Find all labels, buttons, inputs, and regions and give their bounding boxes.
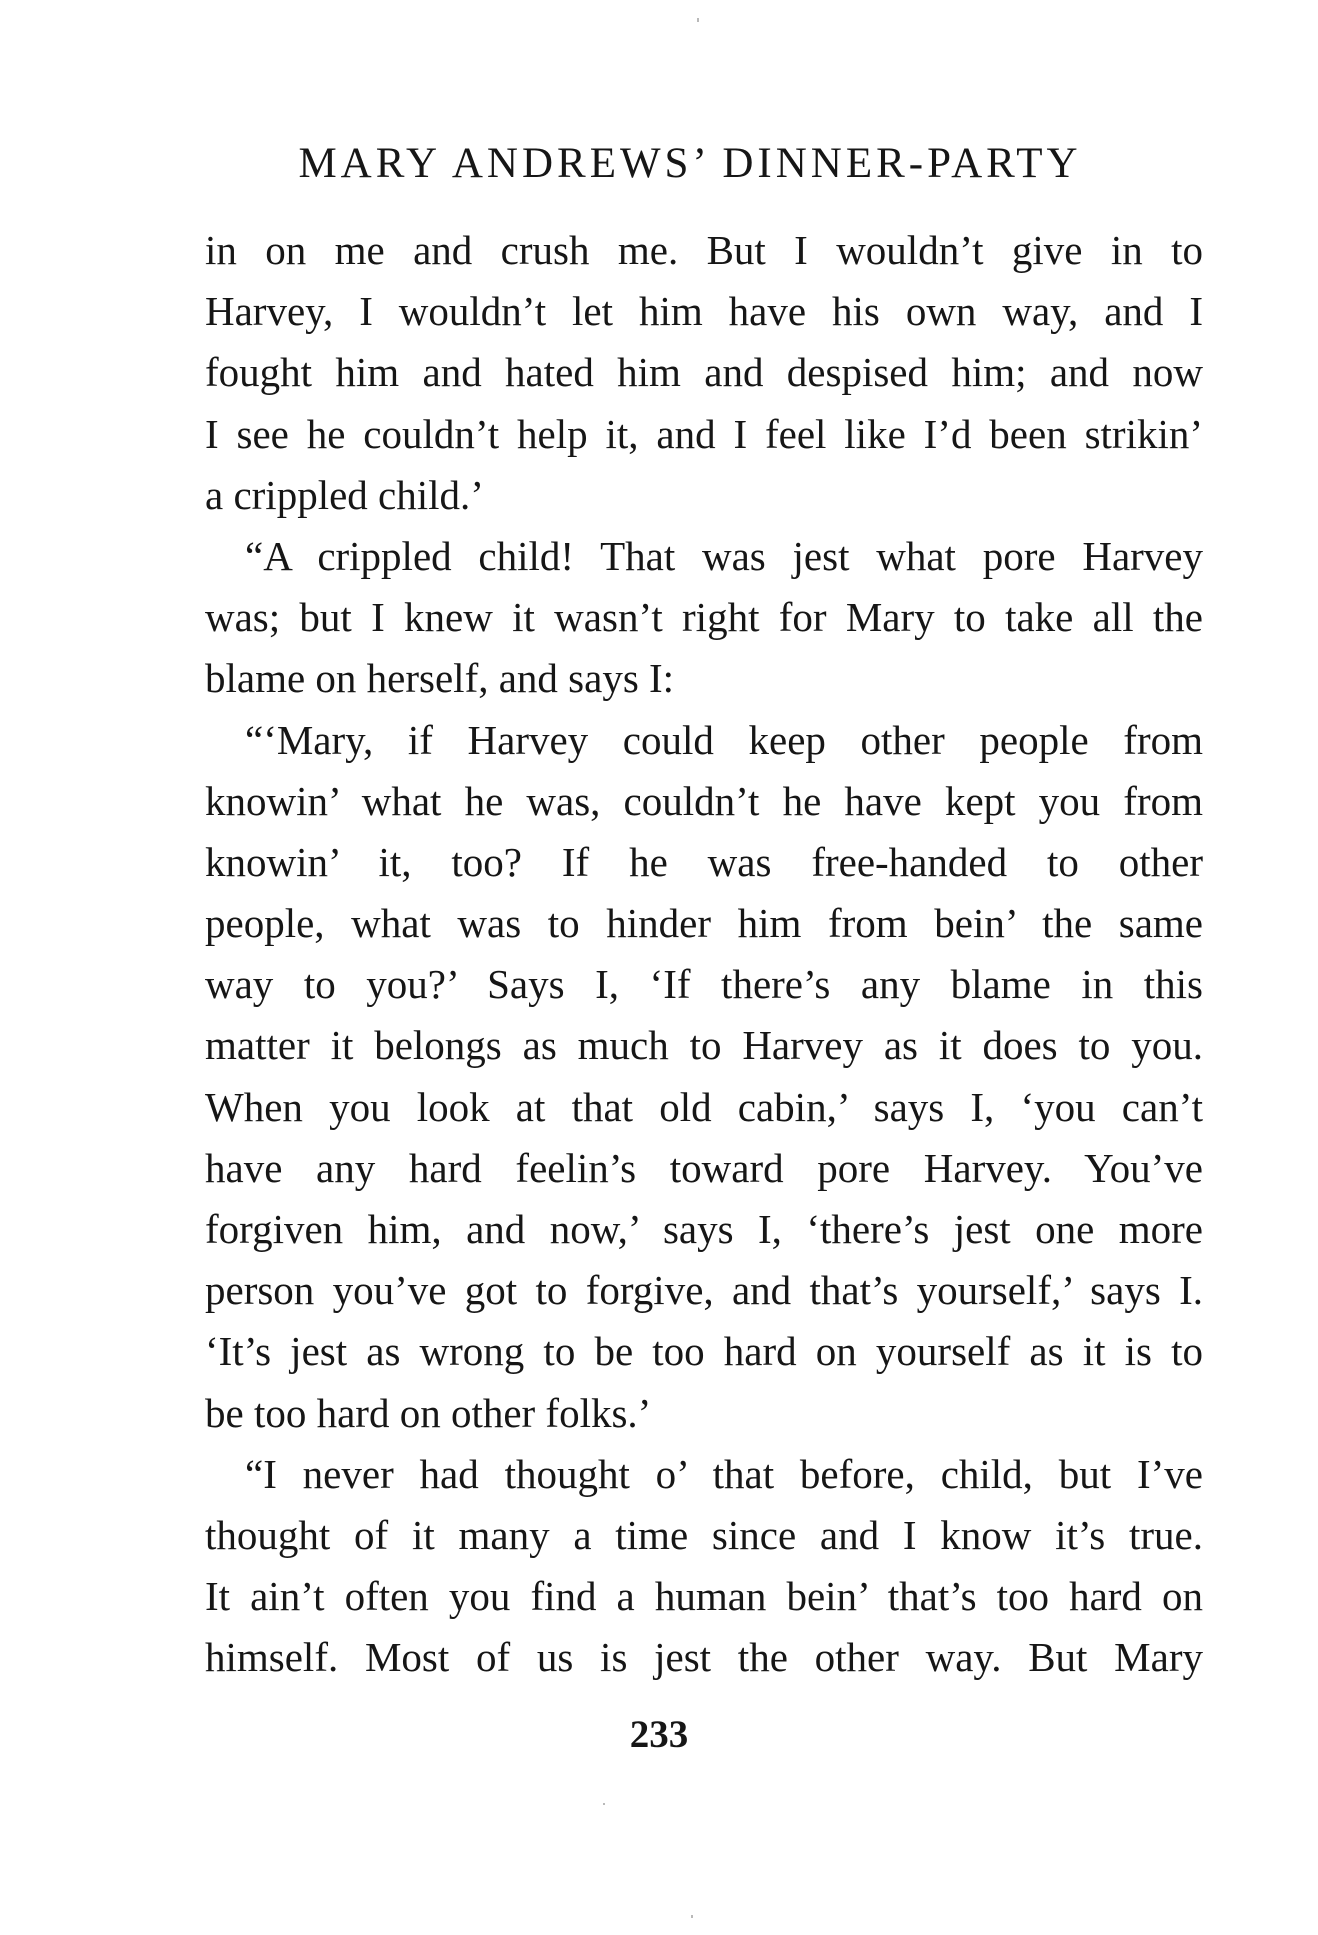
text-line: was; but I knew it wasn’t right for Mary to take all the (205, 594, 1203, 641)
text-line: way to you?’ Says I, ‘If there’s any blame in this (205, 961, 1203, 1008)
text-line: ‘It’s jest as wrong to be too hard on yourself as it is to (205, 1328, 1203, 1375)
text-line: When you look at that old cabin,’ says I, ‘you can’t (205, 1083, 1203, 1130)
text-line: “I never had thought o’ that before, child, but I’ve (245, 1450, 1203, 1497)
text-line: in on me and crush me. But I wouldn’t give in to (205, 227, 1203, 273)
body-text (205, 220, 1203, 1689)
text-line: be too hard on other folks.’ (205, 1389, 652, 1436)
text-line: fought him and hated him and despised him; and now (205, 349, 1203, 396)
text-line: knowin’ it, too? If he was free-handed to other (205, 838, 1203, 885)
page-number: 233 (629, 1713, 689, 1756)
running-head: MARY ANDREWS’ DINNER-PARTY (298, 140, 1082, 187)
paper-speck (691, 1915, 693, 1918)
text-line: himself. Most of us is jest the other way. But Mary (205, 1634, 1203, 1681)
text-line: “‘Mary, if Harvey could keep other people from (245, 716, 1203, 763)
text-line: Harvey, I wouldn’t let him have his own way, and I (205, 288, 1203, 335)
text-line: people, what was to hinder him from bein’ the same (205, 900, 1203, 947)
text-line: a crippled child.’ (205, 471, 484, 518)
text-line: thought of it many a time since and I know it’s true. (205, 1511, 1203, 1558)
text-line: forgiven him, and now,’ says I, ‘there’s jest one more (205, 1206, 1203, 1252)
text-line: knowin’ what he was, couldn’t he have kept you from (205, 777, 1203, 824)
text-line: It ain’t often you find a human bein’ that’s too hard on (205, 1573, 1203, 1620)
text-line: matter it belongs as much to Harvey as it does to you. (205, 1022, 1203, 1069)
text-line: have any hard feelin’s toward pore Harvey. You’ve (205, 1144, 1203, 1191)
text-line: I see he couldn’t help it, and I feel like I’d been strikin’ (205, 410, 1203, 457)
text-line: “A crippled child! That was jest what pore Harvey (245, 532, 1203, 579)
paper-speck (697, 18, 699, 22)
text-line: blame on herself, and says I: (205, 655, 675, 702)
text-line: person you’ve got to forgive, and that’s yourself,’ says I. (205, 1267, 1203, 1314)
paper-speck (603, 1803, 605, 1805)
